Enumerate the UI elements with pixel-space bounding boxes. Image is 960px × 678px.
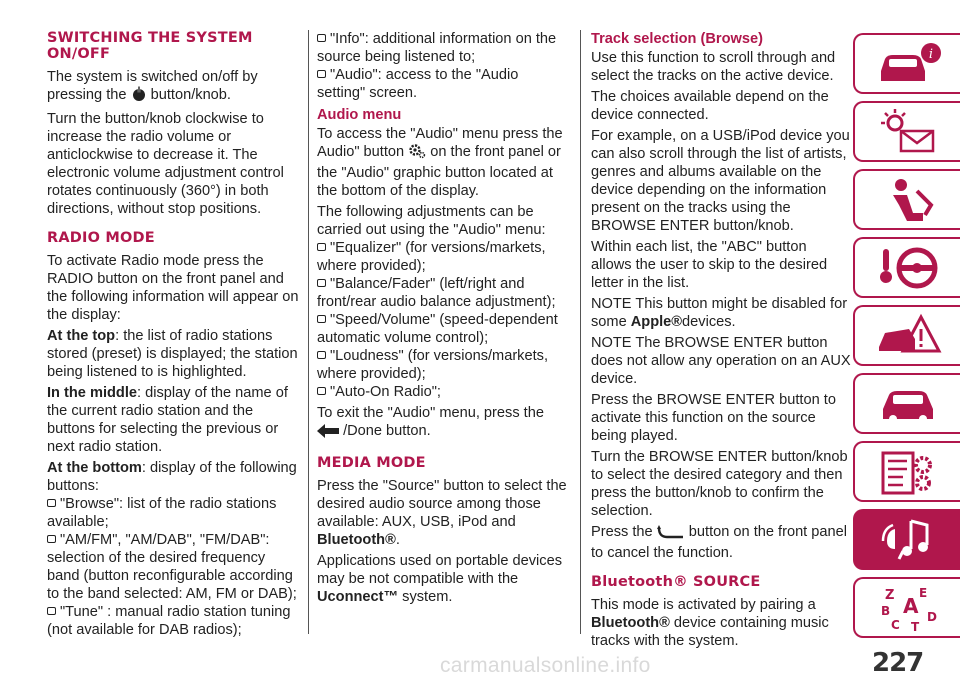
paragraph-note-apple — [591, 295, 851, 331]
paragraph-audio-exit — [317, 404, 569, 443]
paragraph-cancel — [591, 523, 851, 562]
text: "Balance/Fader" (left/right and front/rear audio balance adjustment); — [317, 276, 556, 310]
return-icon — [657, 525, 685, 544]
paragraph: NOTE The BROWSE ENTER button does not allow any operation on an AUX device. — [591, 335, 851, 387]
svg-text:C: C — [890, 617, 900, 632]
text: : the list of radio stations stored (preset) is displayed; the station being listened to is highlighted. — [47, 328, 298, 380]
text: The system is switched on/off by pressing the — [47, 69, 258, 103]
bullet-icon — [317, 243, 326, 251]
tab-warning-lights[interactable] — [853, 101, 960, 162]
text: "Info": additional information on the source being listened to; — [317, 31, 557, 65]
list-item — [317, 66, 569, 102]
paragraph-radio-activate: To activate Radio mode press the RADIO button on the front panel and the following information will appear on the display: — [47, 253, 299, 323]
car-info-icon — [873, 41, 943, 87]
watermark: carmanualsonline.info — [440, 654, 651, 677]
tab-multimedia[interactable] — [853, 509, 960, 570]
bullet-icon — [317, 279, 326, 287]
column-1 — [47, 30, 299, 639]
paragraph-top — [47, 327, 299, 381]
text: button on the front panel to cancel the function. — [591, 524, 848, 561]
text: devices. — [682, 314, 736, 330]
column-2 — [317, 30, 569, 609]
svg-text:D: D — [926, 609, 937, 624]
tab-starting-driving[interactable] — [853, 237, 960, 298]
paragraph-volume: Turn the button/knob clockwise to increase the radio volume or anticlockwise to decrease it. The electronic volume adjustment control rotates continuously (360°) in both directions, without stop positions. — [47, 111, 284, 217]
text: "Tune" : manual radio station tuning (not available for DAB radios); — [47, 604, 291, 638]
text: This mode is activated by pairing a — [591, 597, 816, 613]
text: Press the — [591, 524, 653, 540]
list-item — [317, 383, 569, 401]
text: device containing music tracks with the system. — [591, 615, 829, 649]
text: button/knob. — [150, 87, 231, 103]
bold-label: Bluetooth® — [317, 532, 396, 548]
text: on the front panel or the "Audio" graphic button located at the bottom of the display. — [317, 144, 561, 199]
svg-text:E: E — [918, 585, 927, 600]
svg-text:Z: Z — [884, 587, 894, 603]
list-item — [317, 311, 569, 347]
warning-lights-icon — [873, 107, 943, 157]
paragraph-bottom — [47, 459, 299, 495]
bullet-icon — [47, 607, 56, 615]
paragraph: Use this function to scroll through and select the tracks on the active device. — [591, 50, 836, 84]
svg-text:A: A — [902, 593, 918, 618]
paragraph: Press the BROWSE ENTER button to activate this function on the source being played. — [591, 392, 836, 444]
bold-label: Uconnect™ — [317, 589, 399, 605]
text: To access the "Audio" menu press the Audio" button — [317, 126, 563, 160]
heading-switching-system: SWITCHING THE SYSTEM ON/OFF — [47, 30, 253, 62]
chapter-sidebar — [853, 33, 960, 645]
list-item — [47, 603, 299, 639]
bold-label: In the middle — [47, 385, 137, 401]
paragraph: Turn the BROWSE ENTER button/knob to select the desired category and then press the button/knob to confirm the selection. — [591, 449, 848, 519]
svg-text:T: T — [910, 619, 919, 633]
text: /Done button. — [343, 423, 431, 439]
tab-car-info[interactable] — [853, 33, 960, 94]
text: "Auto-On Radio"; — [330, 384, 441, 400]
index-abc-icon — [873, 583, 943, 633]
page-number: 227 — [872, 648, 924, 678]
heading-media-mode: MEDIA MODE — [317, 455, 426, 471]
power-icon — [131, 86, 147, 107]
paragraph: For example, on a USB/iPod device you can also scroll through the list of artists, genres and albums available on the device depending on the information present on the tracks using the BROWSE ENTER button/knob. — [591, 128, 850, 234]
text: : display of the following buttons: — [47, 460, 297, 494]
list-item — [47, 531, 299, 603]
text: NOTE This button might be disabled for some — [591, 296, 848, 330]
bold-label: Apple® — [630, 314, 683, 330]
list-item — [317, 347, 569, 383]
text: . — [395, 532, 400, 548]
car-service-icon — [873, 381, 943, 427]
svg-text:i: i — [928, 46, 933, 62]
text: : display of the name of the current radio station and the buttons for selecting the previous or next radio station. — [47, 385, 288, 455]
text: Press the "Source" button to select the desired audio source among those available: AUX, USB, iPod and — [317, 478, 567, 530]
text: "Audio": access to the "Audio setting" screen. — [317, 67, 519, 101]
paragraph-audio-access — [317, 125, 569, 200]
steering-wheel-icon — [873, 243, 943, 293]
heading-track-selection: Track selection (Browse) — [591, 31, 763, 47]
paragraph-middle — [47, 384, 299, 456]
tab-technical-data[interactable] — [853, 441, 960, 502]
tab-servicing[interactable] — [853, 373, 960, 434]
emergency-icon — [873, 311, 943, 361]
paragraph-media-apps — [317, 552, 569, 606]
text: "AM/FM", "AM/DAB", "FM/DAB": selection of the desired frequency band (button reconfigurable according to the band selected: AM, FM or DAB); — [47, 532, 297, 602]
text: "Equalizer" (for versions/markets, where provided); — [317, 240, 546, 274]
svg-text:B: B — [880, 603, 890, 618]
text: "Browse": list of the radio stations available; — [47, 496, 277, 530]
bullet-icon — [317, 70, 326, 78]
audio-settings-icon — [408, 143, 426, 164]
paragraph: Within each list, the "ABC" button allows the user to skip to the desired letter in the list. — [591, 239, 828, 291]
list-item — [317, 275, 569, 311]
paragraph-media-source — [317, 477, 569, 549]
paragraph-bluetooth — [591, 596, 851, 650]
list-item — [317, 239, 569, 275]
text: system. — [402, 589, 453, 605]
heading-bluetooth-source: Bluetooth® SOURCE — [591, 574, 761, 590]
bullet-icon — [317, 34, 326, 42]
text: Applications used on portable devices may be not compatible with the — [317, 553, 563, 587]
back-arrow-icon — [317, 424, 339, 443]
list-item — [47, 495, 299, 531]
tab-index[interactable] — [853, 577, 960, 638]
safety-seat-icon — [873, 175, 943, 225]
heading-audio-menu: Audio menu — [317, 107, 402, 123]
bullet-icon — [47, 535, 56, 543]
paragraph-switch-onoff — [47, 68, 299, 107]
multimedia-icon — [873, 515, 943, 565]
tab-emergency[interactable] — [853, 305, 960, 366]
column-divider — [308, 30, 309, 634]
column-divider — [580, 30, 581, 634]
paragraph: The choices available depend on the device connected. — [591, 89, 829, 123]
bullet-icon — [317, 387, 326, 395]
bold-label: At the top — [47, 328, 116, 344]
technical-data-icon — [873, 447, 943, 497]
text: "Speed/Volume" (speed-dependent automatic volume control); — [317, 312, 558, 346]
bullet-icon — [317, 315, 326, 323]
bold-label: Bluetooth® — [591, 615, 670, 631]
text: To exit the "Audio" menu, press the — [317, 405, 544, 421]
heading-radio-mode: RADIO MODE — [47, 230, 155, 246]
bullet-icon — [47, 499, 56, 507]
list-item — [317, 30, 569, 66]
text: "Loudness" (for versions/markets, where provided); — [317, 348, 549, 382]
bold-label: At the bottom — [47, 460, 142, 476]
tab-safety[interactable] — [853, 169, 960, 230]
bullet-icon — [317, 351, 326, 359]
column-3 — [591, 30, 851, 653]
paragraph-audio-adjustments: The following adjustments can be carried out using the "Audio" menu: — [317, 204, 546, 238]
